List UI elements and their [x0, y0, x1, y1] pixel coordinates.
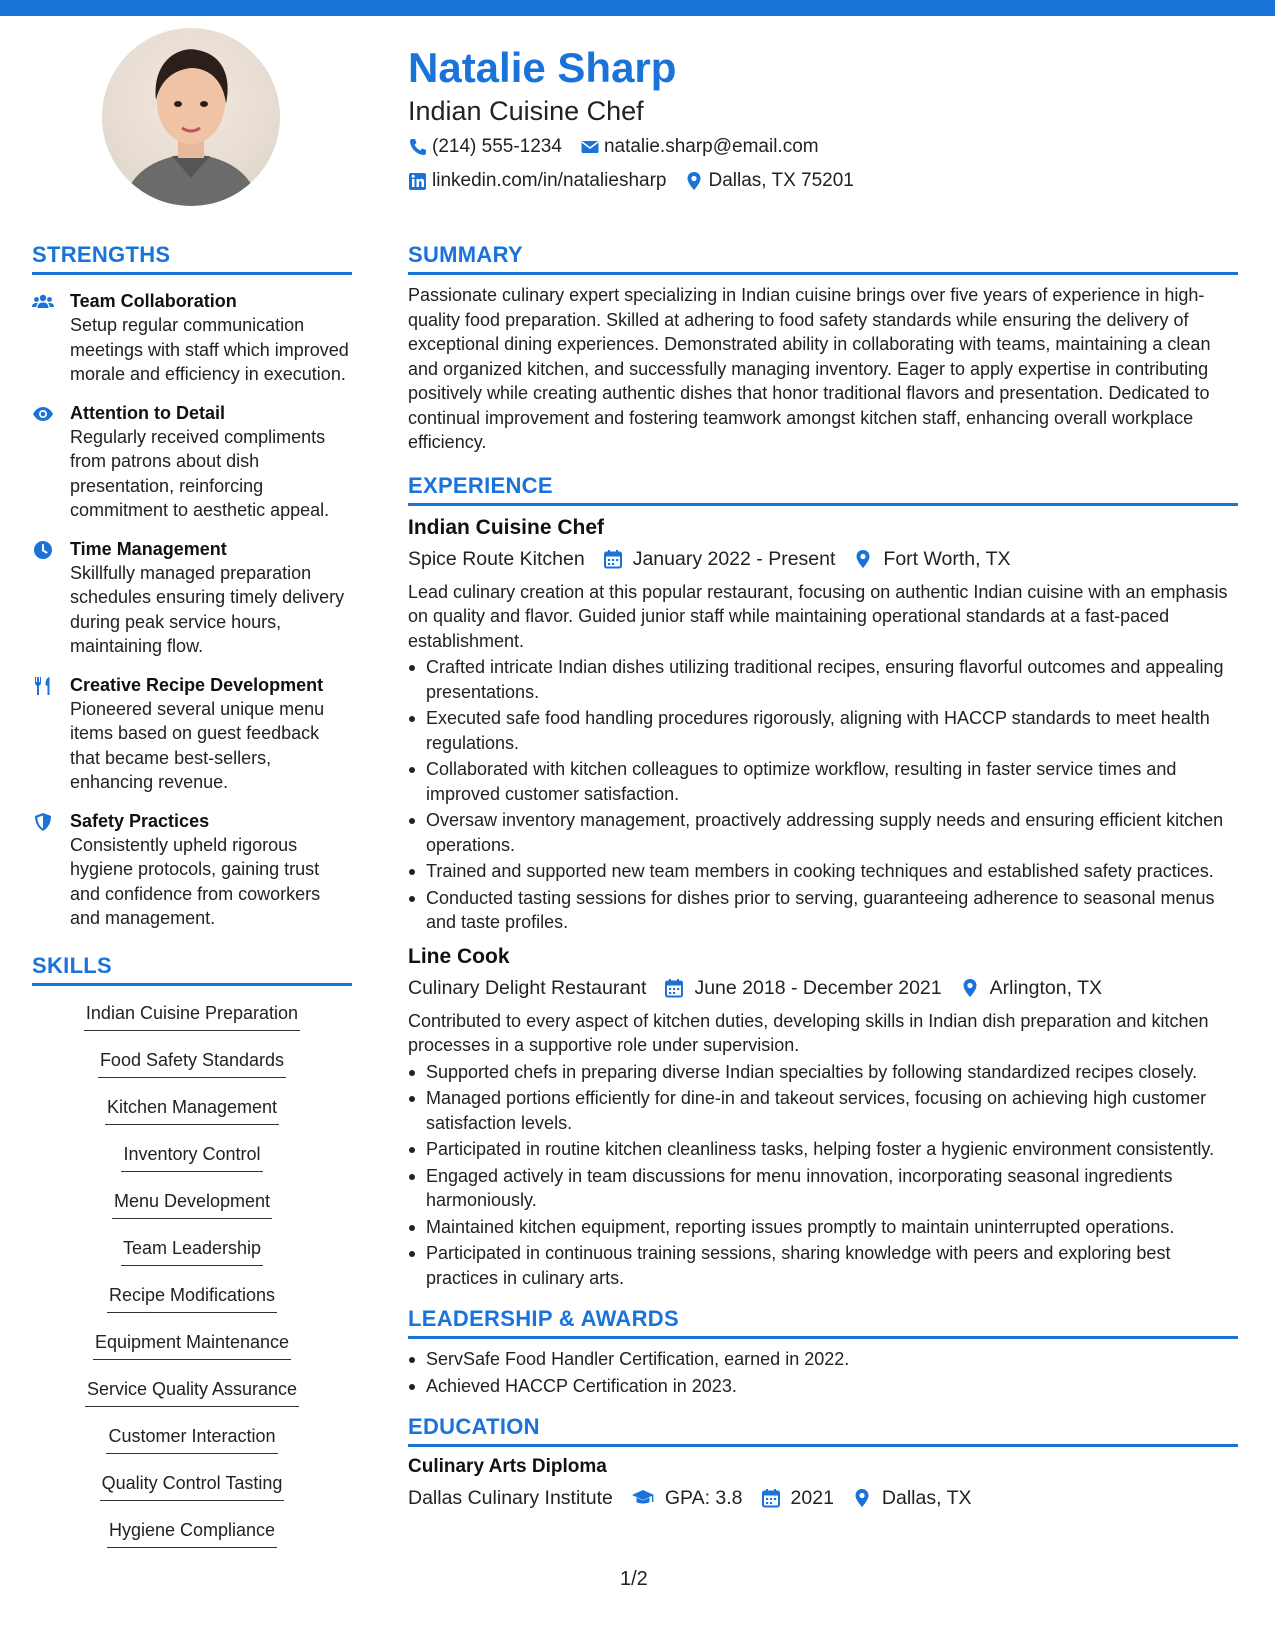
calendar-icon — [664, 978, 684, 998]
utensils-icon — [32, 673, 70, 795]
bullet-item: Maintained kitchen equipment, reporting issues promptly to maintain uninterrupted operations. — [408, 1215, 1238, 1240]
summary-text: Passionate culinary expert specializing in Indian cuisine brings over five years of experience in high-quality food preparation. Skilled at adhering to food safety standards while ensuring the delivery of exceptional dining experiences. Demonstrated ability in collaborating with teams, maintaining a clean and organized kitchen, and successfully managing inventory. Eager to apply expertise in contributing positively while creating authentic dishes that honor traditional flavors and presentation. Dedicated to continual improvement and fostering teamwork amongst kitchen staff, enhancing overall workplace efficiency. — [408, 285, 1211, 452]
job-description: Contributed to every aspect of kitchen duties, developing skills in Indian dish preparation and kitchen processes in a supportive role under supervision. — [408, 1010, 1209, 1055]
job-description: Lead culinary creation at this popular restaurant, focusing on authentic Indian cuisine with an emphasis on quality and flavor. Guided junior staff while maintaining operational standards at a fast-paced establishment. — [408, 581, 1228, 651]
company-name: Culinary Delight Restaurant — [408, 976, 647, 999]
clock-icon — [32, 537, 70, 659]
skill-tag: Recipe Modifications — [107, 1280, 277, 1313]
skill-tag: Equipment Maintenance — [93, 1327, 291, 1360]
section-divider — [32, 272, 352, 275]
section-divider — [408, 503, 1238, 506]
strength-title: Safety Practices — [70, 810, 210, 831]
bullet-item: Collaborated with kitchen colleagues to optimize workflow, resulting in faster service times and improved customer satisfaction. — [408, 757, 1238, 806]
calendar-icon — [761, 1488, 781, 1508]
resume-header — [408, 42, 1238, 196]
candidate-title: Indian Cuisine Chef — [408, 96, 644, 126]
envelope-icon — [580, 137, 600, 157]
bullet-item: Participated in routine kitchen cleanliness tasks, helping foster a hygienic environment consistently. — [408, 1137, 1238, 1162]
contact-row-2 — [408, 166, 1238, 196]
location-contact — [684, 166, 853, 196]
awards-list — [408, 1347, 1238, 1398]
skill-tag: Kitchen Management — [105, 1092, 279, 1125]
strength-item — [32, 289, 352, 387]
profile-photo — [102, 28, 280, 206]
education-location: Dallas, TX — [881, 1487, 972, 1509]
phone-text: (214) 555-1234 — [432, 136, 562, 157]
job-title: Indian Cuisine Chef — [408, 515, 605, 539]
graduation-year: 2021 — [790, 1487, 834, 1509]
users-icon — [32, 289, 70, 387]
bullet-item: Oversaw inventory management, proactively addressing supply needs and ensuring efficient kitchen operations. — [408, 808, 1238, 857]
graduation-cap-icon — [631, 1488, 655, 1508]
job-bullets — [408, 1060, 1238, 1291]
job-meta — [408, 544, 1238, 574]
bullet-item: Managed portions efficiently for dine-in and takeout services, focusing on achieving high customer satisfaction levels. — [408, 1086, 1238, 1135]
award-item: Achieved HACCP Certification in 2023. — [408, 1374, 1238, 1399]
bullet-item: Engaged actively in team discussions for menu innovation, incorporating seasonal ingredients harmoniously. — [408, 1164, 1238, 1213]
strength-title: Time Management — [70, 538, 227, 559]
gpa-value: GPA: 3.8 — [664, 1487, 743, 1509]
eye-icon — [32, 401, 70, 523]
job-location: Fort Worth, TX — [883, 547, 1011, 570]
skill-tag: Food Safety Standards — [98, 1045, 286, 1078]
strength-title: Creative Recipe Development — [70, 674, 324, 695]
email-contact[interactable] — [580, 132, 819, 162]
candidate-name: Natalie Sharp — [408, 44, 677, 91]
linkedin-icon — [408, 171, 428, 191]
map-pin-icon — [684, 171, 704, 191]
email-text: natalie.sharp@email.com — [603, 136, 819, 157]
contact-row-1 — [408, 132, 1238, 162]
skill-tag: Team Leadership — [121, 1233, 263, 1266]
page-number: 1/2 — [620, 1568, 648, 1590]
strength-desc: Pioneered several unique menu items based on guest feedback that became best-sellers, enhancing revenue. — [70, 698, 325, 792]
left-column — [32, 240, 352, 1562]
job-location: Arlington, TX — [989, 976, 1102, 999]
strength-desc: Setup regular communication meetings with staff which improved morale and efficiency in execution. — [70, 315, 349, 384]
strength-desc: Regularly received compliments from patrons about dish presentation, reinforcing commitment to aesthetic appeal. — [70, 426, 330, 520]
skill-tag: Customer Interaction — [106, 1421, 277, 1454]
bullet-item: Executed safe food handling procedures rigorously, aligning with HACCP standards to meet health regulations. — [408, 706, 1238, 755]
bullet-item: Trained and supported new team members in cooking techniques and established safety practices. — [408, 859, 1238, 884]
skills-heading: SKILLS — [32, 952, 113, 978]
strength-title: Attention to Detail — [70, 402, 225, 423]
strength-desc: Skillfully managed preparation schedules ensuring timely delivery during peak service hours, maintaining flow. — [70, 562, 345, 656]
job-entry — [408, 943, 1238, 1291]
section-divider — [408, 1444, 1238, 1447]
calendar-icon — [603, 549, 623, 569]
phone-contact[interactable] — [408, 132, 562, 162]
strength-item — [32, 401, 352, 523]
section-divider — [408, 272, 1238, 275]
strength-item — [32, 673, 352, 795]
section-divider — [408, 1336, 1238, 1339]
skill-tag: Hygiene Compliance — [107, 1515, 277, 1548]
job-title: Line Cook — [408, 944, 510, 968]
phone-icon — [408, 137, 428, 157]
bullet-item: Conducted tasting sessions for dishes prior to serving, guaranteeing adherence to seasonal menus and taste profiles. — [408, 886, 1238, 935]
shield-icon — [32, 809, 70, 931]
strength-title: Team Collaboration — [70, 291, 237, 311]
job-bullets — [408, 655, 1238, 935]
bullet-item: Supported chefs in preparing diverse Indian specialties by following standardized recipes closely. — [408, 1060, 1238, 1085]
strength-item — [32, 809, 352, 931]
bullet-item: Crafted intricate Indian dishes utilizing traditional recipes, ensuring flavorful outcomes and appealing presentations. — [408, 655, 1238, 704]
degree-title: Culinary Arts Diploma — [408, 1456, 607, 1477]
section-divider — [32, 983, 352, 986]
summary-heading: SUMMARY — [408, 242, 523, 267]
right-column — [408, 240, 1238, 1513]
skill-tag: Service Quality Assurance — [85, 1374, 299, 1407]
job-dates: June 2018 - December 2021 — [694, 976, 942, 999]
experience-heading: EXPERIENCE — [408, 472, 553, 498]
skill-tag: Inventory Control — [121, 1139, 262, 1172]
skill-tag: Indian Cuisine Preparation — [84, 998, 300, 1031]
skill-tag: Quality Control Tasting — [100, 1468, 285, 1501]
education-heading: EDUCATION — [408, 1414, 540, 1439]
skills-list — [32, 998, 352, 1562]
education-meta — [408, 1483, 1238, 1513]
company-name: Spice Route Kitchen — [408, 547, 585, 570]
location-text: Dallas, TX 75201 — [708, 170, 854, 191]
job-entry — [408, 514, 1238, 935]
bullet-item: Participated in continuous training sessions, sharing knowledge with peers and exploring best practices in culinary arts. — [408, 1241, 1238, 1290]
map-pin-icon — [960, 978, 980, 998]
map-pin-icon — [853, 549, 873, 569]
strengths-heading: STRENGTHS — [32, 242, 171, 267]
linkedin-text: linkedin.com/in/nataliesharp — [432, 170, 667, 191]
linkedin-contact[interactable] — [408, 166, 666, 196]
awards-heading: LEADERSHIP & AWARDS — [408, 1306, 679, 1331]
award-item: ServSafe Food Handler Certification, earned in 2022. — [408, 1347, 1238, 1372]
skill-tag: Menu Development — [112, 1186, 272, 1219]
map-pin-icon — [852, 1488, 872, 1508]
strength-item — [32, 537, 352, 659]
job-meta — [408, 973, 1238, 1003]
job-dates: January 2022 - Present — [632, 547, 836, 570]
strength-desc: Consistently upheld rigorous hygiene protocols, gaining trust and confidence from coworkers and management. — [70, 834, 321, 928]
school-name: Dallas Culinary Institute — [408, 1487, 613, 1509]
top-accent-bar — [0, 0, 1275, 16]
